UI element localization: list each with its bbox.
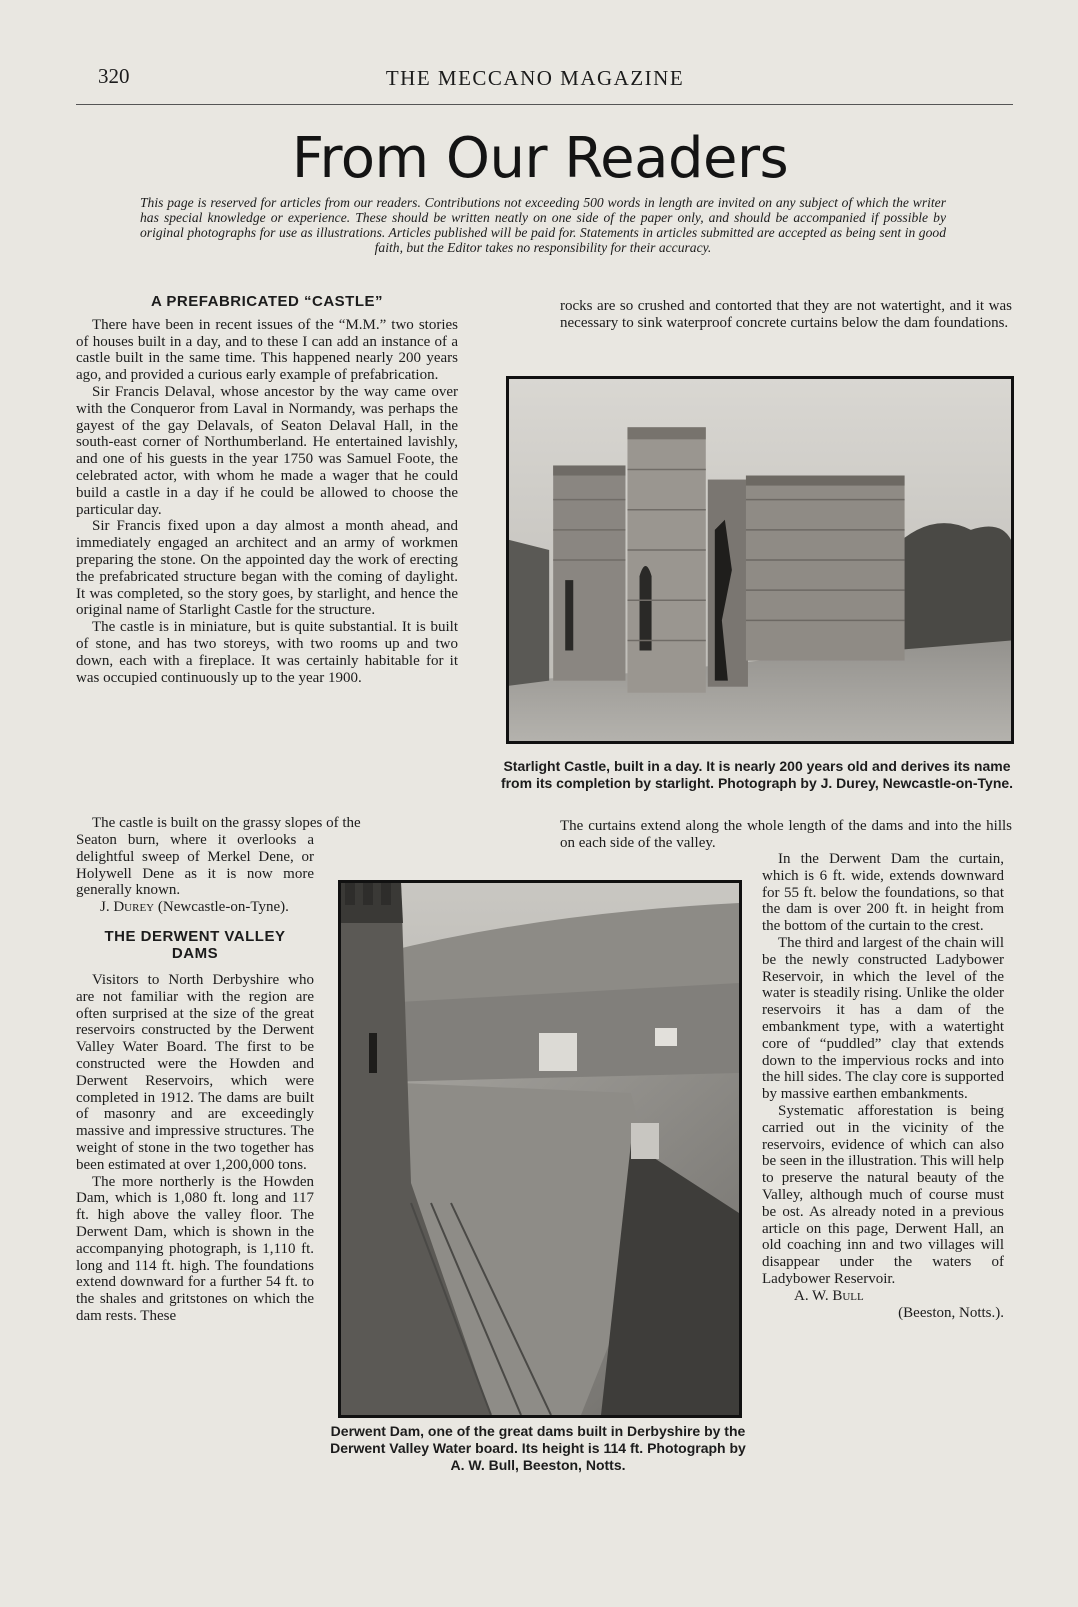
article2-right-middle [560, 818, 1012, 852]
article1-column [76, 294, 458, 686]
starlight-castle-photo [506, 376, 1014, 744]
starlight-castle-caption: Starlight Castle, built in a day. It is nearly 200 years old and derives its name from its completion by starlight. Photograph by J. Durey, Newcastle-on-Tyne. [500, 758, 1014, 791]
article1-narrow-column [76, 832, 314, 1325]
header-rule [76, 104, 1013, 105]
article2-paragraph: In the Derwent Dam the curtain, which is 6 ft. wide, extends downward for 55 ft. below the foundations, so that the dam is over 200 ft. in height from the bottom of the curtain to the crest. [762, 851, 1004, 935]
article1-paragraph: The castle is built on the grassy slopes of the [92, 815, 361, 831]
article2-paragraph: The more northerly is the Howden Dam, which is 1,080 ft. long and 117 ft. high above the valley floor. The Derwent Dam, which is shown in the accompanying photograph, is 1,110 ft. long and 114 ft. high. The foundations extend downward for a further 54 ft. to the shales and gritstones on which the dam rests. These [76, 1173, 314, 1324]
article1-heading: A PREFABRICATED “CASTLE” [150, 293, 383, 310]
article1-paragraph: Sir Francis fixed upon a day almost a month ahead, and immediately engaged an architect and an army of workmen preparing the stone. On the appointed day the work of erecting the prefabricated structure began with the coming of daylight. It was completed, so the story goes, by starlight, and hence the original name of Starlight Castle for the structure. [76, 518, 458, 619]
article2-author-place: (Beeston, Notts.). [898, 1304, 1004, 1321]
article2-right-top [560, 298, 1012, 332]
article1-paragraph: The castle is in miniature, but is quite substantial. It is built of stone, and has two storeys, with two rooms up and two down, each with a fireplace. It was certainly habitable for it was occupied continuously up to the year 1900. [76, 619, 458, 686]
article2-signature-line [762, 1288, 1004, 1305]
article1-signature-line [76, 899, 314, 916]
magazine-title: THE MECCANO MAGAZINE [385, 66, 685, 90]
article1-paragraph: Sir Francis Delaval, whose ancestor by the way came over with the Conqueror from Laval in Normandy, was perhaps the gayest of the gay Delavals, of Seaton Delaval Hall, in the south-east corner of Northumberland. He entertained lavishly, and one of his guests in the year 1750 was Samuel Foote, the celebrated actor, with whom he made a wager that he could build a castle in a day if he could be allowed to choose the particular day. [76, 383, 458, 518]
derwent-dam-caption: Derwent Dam, one of the great dams built in Derbyshire by the Derwent Valley Water board. Its height is 114 ft. Photograph by A. W. Bull, Beeston, Notts. [330, 1423, 746, 1473]
article1-author: J. Durey [100, 899, 155, 916]
article2-heading-line: THE DERWENT VALLEY [104, 927, 286, 945]
article2-heading [76, 928, 314, 962]
starlight-castle-image [509, 379, 1011, 741]
article2-paragraph: rocks are so crushed and contorted that they are not watertight, and it was necessary to sink waterproof concrete curtains below the dam foundations. [560, 298, 1012, 331]
article2-paragraph: Visitors to North Derbyshire who are not familiar with the region are often surprised at the size of the great reservoirs constructed by the Derwent Valley Water Board. The first to be constructed were the Howden and Derwent Reservoirs, which were completed in 1912. The dams are built of masonry and are exceedingly massive and impressive structures. The weight of stone in the two together has been estimated at over 1,200,000 tons. [76, 971, 314, 1173]
article1-author-place: (Newcastle-on-Tyne). [157, 899, 289, 916]
article1-paragraph: There have been in recent issues of the “M.M.” two stories of houses built in a day, and to these I can add an instance of a castle built in the same time. This happened nearly 200 years ago, and provided a curious early example of prefabrication. [76, 316, 458, 384]
article2-paragraph: Systematic afforestation is being carried out in the vicinity of the reservoirs, evidence of which can also be seen in the illustration. This will help to preserve the natural beauty of the Valley, although much of course must be ost. As already noted in a previous article on this page, Derwent Hall, an old coaching inn and two villages will disappear under the waters of Ladybower Reservoir. [762, 1102, 1004, 1287]
derwent-dam-photo [338, 880, 742, 1418]
article2-paragraph: The third and largest of the chain will be the newly constructed Ladybower Reservoir, in which the level of the water is steadily rising. Unlike the older reservoirs it has a dam of the embankment type, with a watertight core of “puddled” clay that extends down to the impervious rocks and into the hill sides. The clay core is supported by massive earthen embankments. [762, 934, 1004, 1103]
article2-right-column [762, 851, 1004, 1321]
article2-paragraph: The curtains extend along the whole length of the dams and into the hills on each side of the valley. [560, 818, 1012, 851]
article1-continued [76, 815, 512, 832]
article1-paragraph: Seaton burn, where it overlooks a delightful sweep of Merkel Dene, or Holywell Dene as it is now more generally known. [76, 832, 314, 899]
article2-author: A. W. Bull [794, 1287, 864, 1304]
page-number: 320 [98, 64, 130, 88]
intro-note: This page is reserved for articles from our readers. Contributions not exceeding 500 words in length are invited on any subject of which the writer has special knowledge or experience. These should be written neatly on one side of the paper only, and should be accompanied if possible by original photographs for use as illustrations. Articles published will be paid for. Statements in articles submitted are accepted as being sent in good faith, but the Editor takes no responsibility for their accuracy. [140, 195, 946, 255]
page-title: From Our Readers [291, 126, 789, 191]
article2-heading-line: DAMS [171, 944, 219, 962]
derwent-dam-image [341, 883, 739, 1415]
